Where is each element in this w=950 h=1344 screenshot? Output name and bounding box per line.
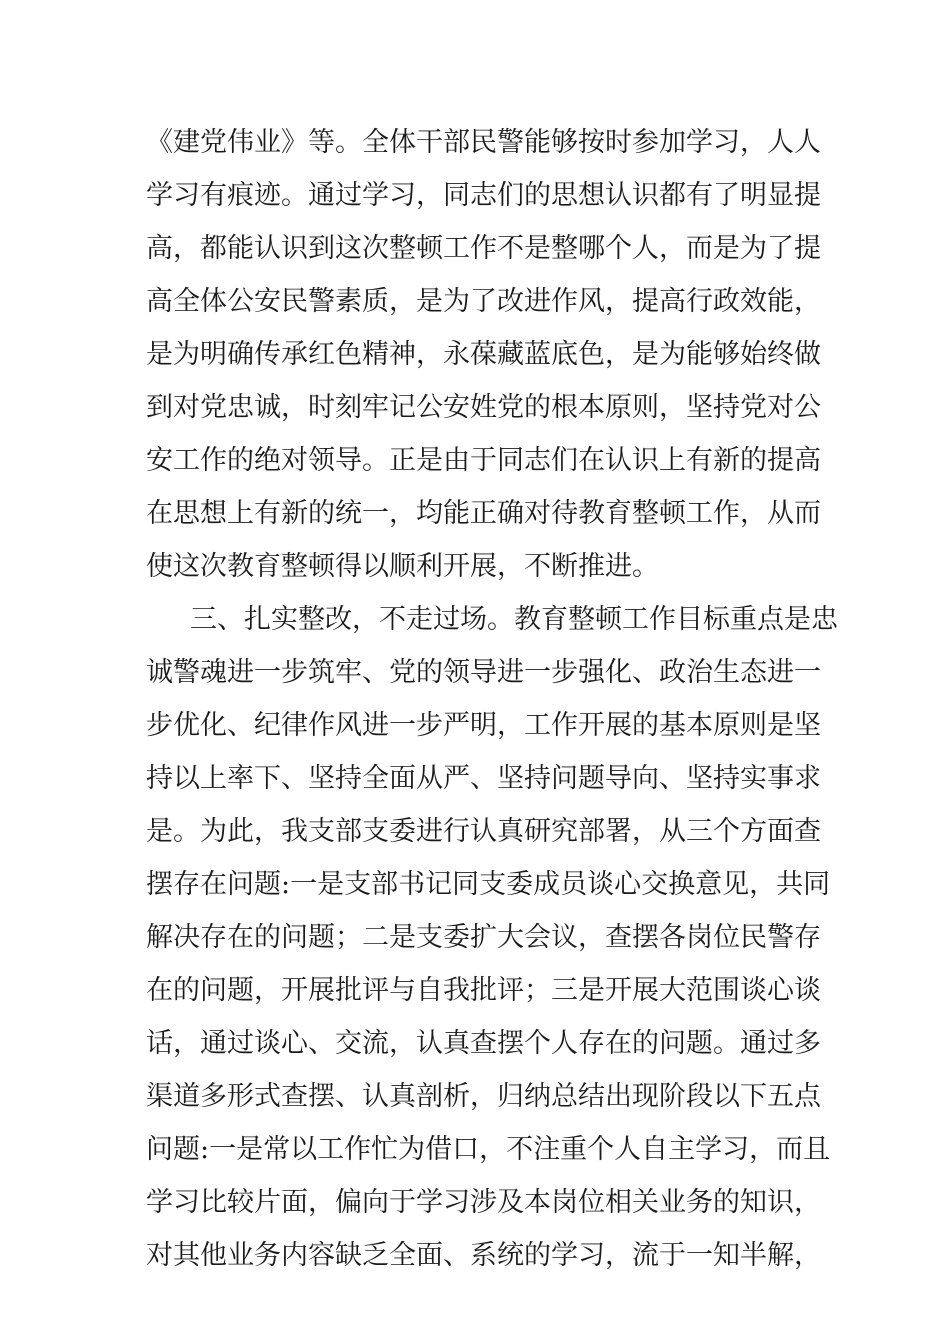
- text-line: 话，通过谈心、交流，认真查摆个人存在的问题。通过多: [146, 1028, 821, 1059]
- text-line: 渠道多形式查摆、认真剖析，归纳总结出现阶段以下五点: [146, 1081, 821, 1112]
- text-line: 到对党忠诚，时刻牢记公安姓党的根本原则，坚持党对公: [146, 392, 821, 423]
- text-line: 《建党伟业》等。全体干部民警能够按时参加学习，人人: [146, 127, 821, 158]
- text-line: 在的问题，开展批评与自我批评；三是开展大范围谈心谈: [146, 975, 821, 1006]
- text-line: 高，都能认识到这次整顿工作不是整哪个人，而是为了提: [146, 233, 821, 264]
- section-heading-line: 三、扎实整改，不走过场。教育整顿工作目标重点是忠: [190, 604, 838, 635]
- text-line: 诚警魂进一步筑牢、党的领导进一步强化、政治生态进一: [146, 657, 821, 688]
- text-line: 学习有痕迹。通过学习，同志们的思想认识都有了明显提: [146, 180, 821, 211]
- text-line: 使这次教育整顿得以顺利开展，不断推进。: [146, 551, 659, 582]
- text-line: 是。为此，我支部支委进行认真研究部署，从三个方面查: [146, 816, 821, 847]
- text-line: 持以上率下、坚持全面从严、坚持问题导向、坚持实事求: [146, 763, 821, 794]
- text-line: 步优化、纪律作风进一步严明，工作开展的基本原则是坚: [146, 710, 821, 741]
- text-line: 高全体公安民警素质，是为了改进作风，提高行政效能，: [146, 286, 821, 317]
- text-line: 问题:一是常以工作忙为借口，不注重个人自主学习，而且: [146, 1134, 831, 1165]
- text-line: 摆存在问题:一是支部书记同支委成员谈心交换意见，共同: [146, 869, 831, 900]
- text-line: 是为明确传承红色精神，永葆藏蓝底色，是为能够始终做: [146, 339, 821, 370]
- text-line: 解决存在的问题；二是支委扩大会议，查摆各岗位民警存: [146, 922, 821, 953]
- text-line: 安工作的绝对领导。正是由于同志们在认识上有新的提高: [146, 445, 821, 476]
- text-line: 在思想上有新的统一，均能正确对待教育整顿工作，从而: [146, 498, 821, 529]
- text-line: 对其他业务内容缺乏全面、系统的学习，流于一知半解，: [146, 1240, 821, 1271]
- text-line: 学习比较片面，偏向于学习涉及本岗位相关业务的知识，: [146, 1187, 821, 1218]
